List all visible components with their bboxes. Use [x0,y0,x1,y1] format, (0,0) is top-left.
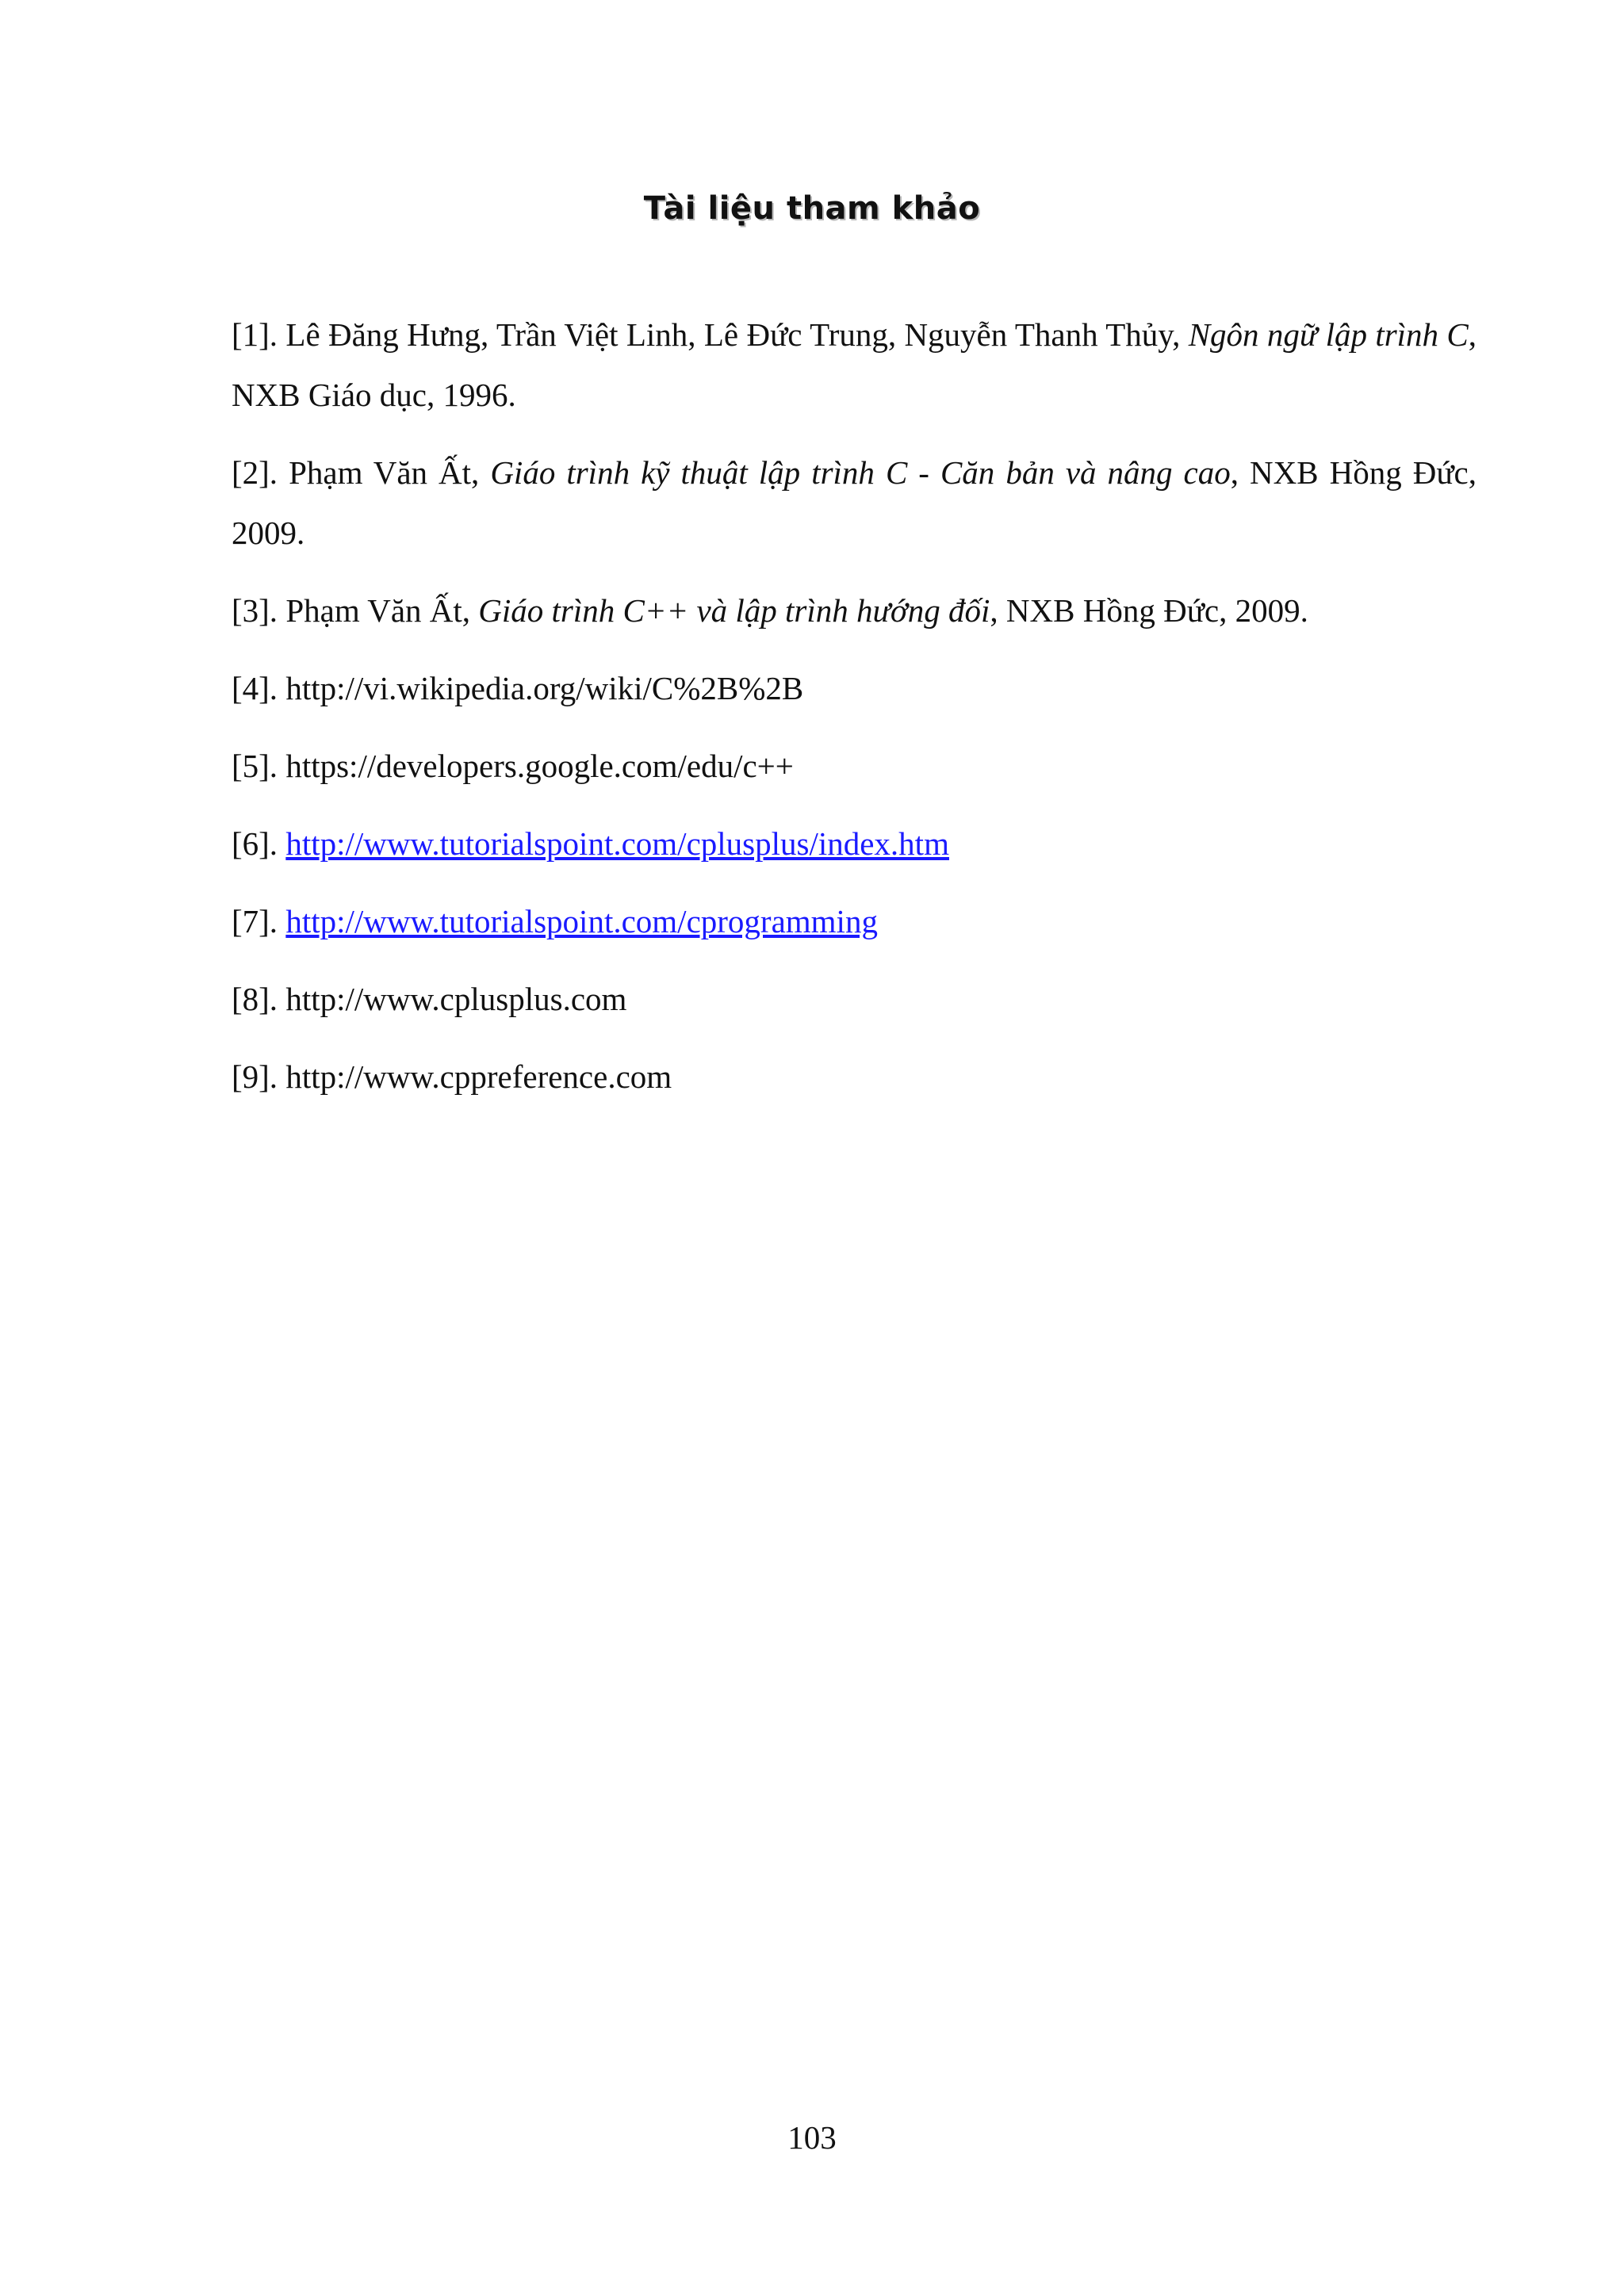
reference-publisher: , NXB Giáo dục, 1996. [232,316,1477,413]
reference-link[interactable]: http://www.tutorialspoint.com/cprogramming [285,903,878,939]
reference-item-3 [232,580,1477,641]
reference-number: [4]. [232,670,278,706]
reference-item-7 [232,891,1477,951]
reference-number: [6]. [232,825,278,862]
reference-list [232,304,1477,1124]
reference-publisher: , NXB Hồng Đức, 2009. [232,454,1477,551]
reference-publisher: , NXB Hồng Đức, 2009. [990,592,1308,629]
reference-url: http://www.cppreference.com [285,1058,672,1095]
reference-item-5 [232,736,1477,796]
reference-number: [8]. [232,981,278,1017]
reference-item-2 [232,442,1477,563]
reference-link[interactable]: http://www.tutorialspoint.com/cplusplus/index.htm [285,825,949,862]
reference-book-title: Giáo trình C++ và lập trình hướng đối [478,592,990,629]
reference-number: [9]. [232,1058,278,1095]
reference-item-9 [232,1047,1477,1107]
reference-number: [1]. [232,316,278,353]
reference-number: [5]. [232,748,278,784]
reference-item-6 [232,813,1477,874]
reference-number: [2]. [232,454,278,491]
reference-authors: Lê Đăng Hưng, Trần Việt Linh, Lê Đức Trung, Nguyễn Thanh Thủy, [285,316,1181,353]
page-number: 103 [787,2119,837,2156]
page-title: Tài liệu tham khảo [643,190,981,227]
reference-number: [7]. [232,903,278,939]
reference-url: http://www.cplusplus.com [285,981,627,1017]
reference-url: http://vi.wikipedia.org/wiki/C%2B%2B [285,670,804,706]
reference-item-1 [232,304,1477,425]
reference-item-8 [232,969,1477,1029]
reference-url: https://developers.google.com/edu/c++ [285,748,794,784]
reference-authors: Phạm Văn Ất, [289,454,480,491]
reference-book-title: Ngôn ngữ lập trình C [1188,316,1469,353]
reference-authors: Phạm Văn Ất, [285,592,471,629]
reference-book-title: Giáo trình kỹ thuật lập trình C - Căn bản và nâng cao [490,454,1231,491]
reference-item-4 [232,658,1477,718]
reference-number: [3]. [232,592,278,629]
